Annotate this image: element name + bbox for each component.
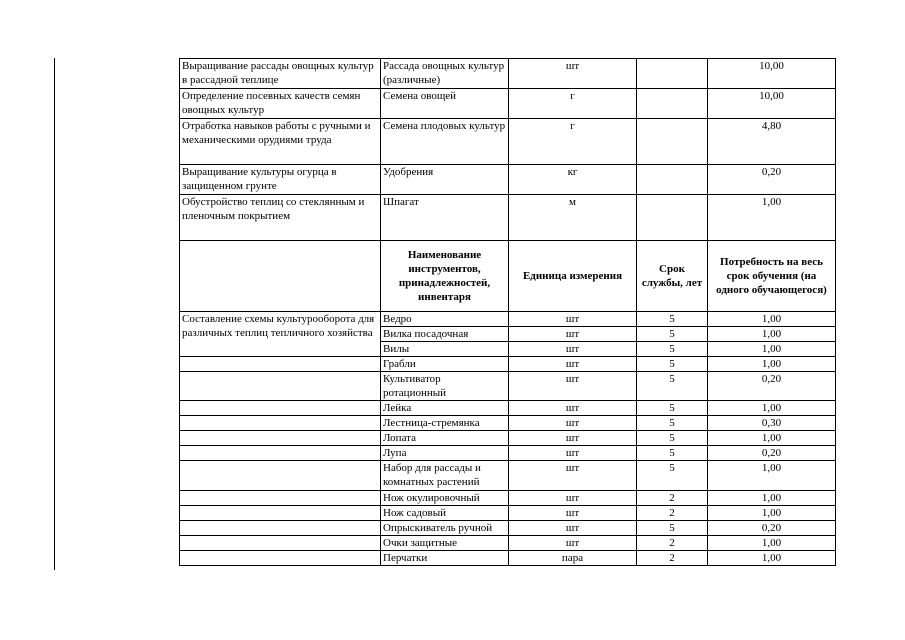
unit-cell: кг bbox=[509, 165, 637, 195]
activity-cell: Отработка навыков работы с ручными и механическими орудиями труда bbox=[180, 119, 381, 165]
tools-header-row bbox=[180, 241, 836, 312]
item-name-cell: Шпагат bbox=[381, 195, 509, 241]
need-cell: 0,20 bbox=[708, 372, 836, 401]
unit-cell: шт bbox=[509, 59, 637, 89]
item-name-cell: Грабли bbox=[381, 357, 509, 372]
table-row bbox=[180, 89, 836, 119]
term-cell: 5 bbox=[637, 372, 708, 401]
item-name-cell: Нож окулировочный bbox=[381, 491, 509, 506]
item-name-cell: Семена овощей bbox=[381, 89, 509, 119]
unit-cell: шт bbox=[509, 506, 637, 521]
table-row bbox=[180, 195, 836, 241]
activity-cell-empty bbox=[180, 416, 381, 431]
need-cell: 1,00 bbox=[708, 312, 836, 327]
activity-cell-empty bbox=[180, 446, 381, 461]
unit-cell: шт bbox=[509, 431, 637, 446]
item-name-cell: Лейка bbox=[381, 401, 509, 416]
unit-cell: шт bbox=[509, 521, 637, 536]
activity-cell: Выращивание рассады овощных культур в рассадной теплице bbox=[180, 59, 381, 89]
need-cell: 10,00 bbox=[708, 89, 836, 119]
activity-cell-empty bbox=[180, 521, 381, 536]
table-row bbox=[180, 119, 836, 165]
activity-cell: Выращивание культуры огурца в защищенном грунте bbox=[180, 165, 381, 195]
unit-cell: шт bbox=[509, 372, 637, 401]
activity-cell-empty bbox=[180, 401, 381, 416]
activity-cell-empty bbox=[180, 491, 381, 506]
term-cell bbox=[637, 59, 708, 89]
unit-cell: шт bbox=[509, 312, 637, 327]
header-need: Потребность на весь срок обучения (на одного обучающегося) bbox=[708, 241, 836, 312]
header-term: Срок службы, лет bbox=[637, 241, 708, 312]
need-cell: 0,20 bbox=[708, 521, 836, 536]
activity-cell-empty bbox=[180, 506, 381, 521]
item-name-cell: Очки защитные bbox=[381, 536, 509, 551]
table-row bbox=[180, 165, 836, 195]
term-cell: 5 bbox=[637, 312, 708, 327]
need-cell: 1,00 bbox=[708, 491, 836, 506]
activity-cell-empty bbox=[180, 357, 381, 372]
activity-cell-empty bbox=[180, 241, 381, 312]
activity-cell: Составление схемы культурооборота для различных теплиц тепличного хозяйства bbox=[180, 312, 381, 357]
term-cell bbox=[637, 195, 708, 241]
item-name-cell: Удобрения bbox=[381, 165, 509, 195]
table-row bbox=[180, 401, 836, 416]
unit-cell: пара bbox=[509, 551, 637, 566]
item-name-cell: Семена плодовых культур bbox=[381, 119, 509, 165]
item-name-cell: Культиватор ротационный bbox=[381, 372, 509, 401]
table-row bbox=[180, 491, 836, 506]
item-name-cell: Лестница-стремянка bbox=[381, 416, 509, 431]
need-cell: 1,00 bbox=[708, 401, 836, 416]
need-cell: 1,00 bbox=[708, 536, 836, 551]
term-cell: 2 bbox=[637, 506, 708, 521]
unit-cell: шт bbox=[509, 416, 637, 431]
need-cell: 1,00 bbox=[708, 461, 836, 491]
term-cell: 5 bbox=[637, 342, 708, 357]
need-cell: 1,00 bbox=[708, 195, 836, 241]
table-row bbox=[180, 506, 836, 521]
activity-cell-empty bbox=[180, 461, 381, 491]
item-name-cell: Нож садовый bbox=[381, 506, 509, 521]
term-cell bbox=[637, 165, 708, 195]
activity-cell-empty bbox=[180, 372, 381, 401]
unit-cell: шт bbox=[509, 327, 637, 342]
table-row bbox=[180, 357, 836, 372]
need-cell: 1,00 bbox=[708, 327, 836, 342]
item-name-cell: Опрыскиватель ручной bbox=[381, 521, 509, 536]
term-cell: 5 bbox=[637, 357, 708, 372]
table-row bbox=[180, 312, 836, 327]
equipment-table bbox=[179, 58, 836, 566]
unit-cell: шт bbox=[509, 342, 637, 357]
need-cell: 1,00 bbox=[708, 342, 836, 357]
unit-cell: шт bbox=[509, 491, 637, 506]
need-cell: 1,00 bbox=[708, 357, 836, 372]
term-cell bbox=[637, 119, 708, 165]
term-cell: 5 bbox=[637, 416, 708, 431]
unit-cell: шт bbox=[509, 357, 637, 372]
header-unit: Единица измерения bbox=[509, 241, 637, 312]
header-name: Наименование инструментов, принадлежностей, инвентаря bbox=[381, 241, 509, 312]
table-row bbox=[180, 372, 836, 401]
need-cell: 0,30 bbox=[708, 416, 836, 431]
need-cell: 4,80 bbox=[708, 119, 836, 165]
need-cell: 0,20 bbox=[708, 165, 836, 195]
term-cell: 5 bbox=[637, 431, 708, 446]
activity-cell-empty bbox=[180, 536, 381, 551]
term-cell: 5 bbox=[637, 327, 708, 342]
table-row bbox=[180, 551, 836, 566]
table-row bbox=[180, 59, 836, 89]
term-cell bbox=[637, 89, 708, 119]
table-row bbox=[180, 461, 836, 491]
term-cell: 2 bbox=[637, 536, 708, 551]
table-row bbox=[180, 536, 836, 551]
table-row bbox=[180, 431, 836, 446]
item-name-cell: Перчатки bbox=[381, 551, 509, 566]
need-cell: 0,20 bbox=[708, 446, 836, 461]
unit-cell: шт bbox=[509, 446, 637, 461]
table-row bbox=[180, 521, 836, 536]
item-name-cell: Вилы bbox=[381, 342, 509, 357]
unit-cell: г bbox=[509, 119, 637, 165]
unit-cell: шт bbox=[509, 536, 637, 551]
need-cell: 1,00 bbox=[708, 431, 836, 446]
item-name-cell: Лопата bbox=[381, 431, 509, 446]
unit-cell: м bbox=[509, 195, 637, 241]
item-name-cell: Набор для рассады и комнатных растений bbox=[381, 461, 509, 491]
term-cell: 2 bbox=[637, 551, 708, 566]
table-row bbox=[180, 446, 836, 461]
unit-cell: шт bbox=[509, 461, 637, 491]
term-cell: 5 bbox=[637, 461, 708, 491]
need-cell: 1,00 bbox=[708, 506, 836, 521]
term-cell: 5 bbox=[637, 521, 708, 536]
activity-cell-empty bbox=[180, 431, 381, 446]
unit-cell: шт bbox=[509, 401, 637, 416]
page-left-margin-rule bbox=[54, 58, 55, 570]
term-cell: 2 bbox=[637, 491, 708, 506]
unit-cell: г bbox=[509, 89, 637, 119]
item-name-cell: Рассада овощных культур (различные) bbox=[381, 59, 509, 89]
item-name-cell: Ведро bbox=[381, 312, 509, 327]
activity-cell-empty bbox=[180, 551, 381, 566]
term-cell: 5 bbox=[637, 446, 708, 461]
activity-cell: Обустройство теплиц со стеклянным и пленочным покрытием bbox=[180, 195, 381, 241]
term-cell: 5 bbox=[637, 401, 708, 416]
activity-cell: Определение посевных качеств семян овощных культур bbox=[180, 89, 381, 119]
item-name-cell: Вилка посадочная bbox=[381, 327, 509, 342]
table-row bbox=[180, 416, 836, 431]
need-cell: 1,00 bbox=[708, 551, 836, 566]
need-cell: 10,00 bbox=[708, 59, 836, 89]
item-name-cell: Лупа bbox=[381, 446, 509, 461]
